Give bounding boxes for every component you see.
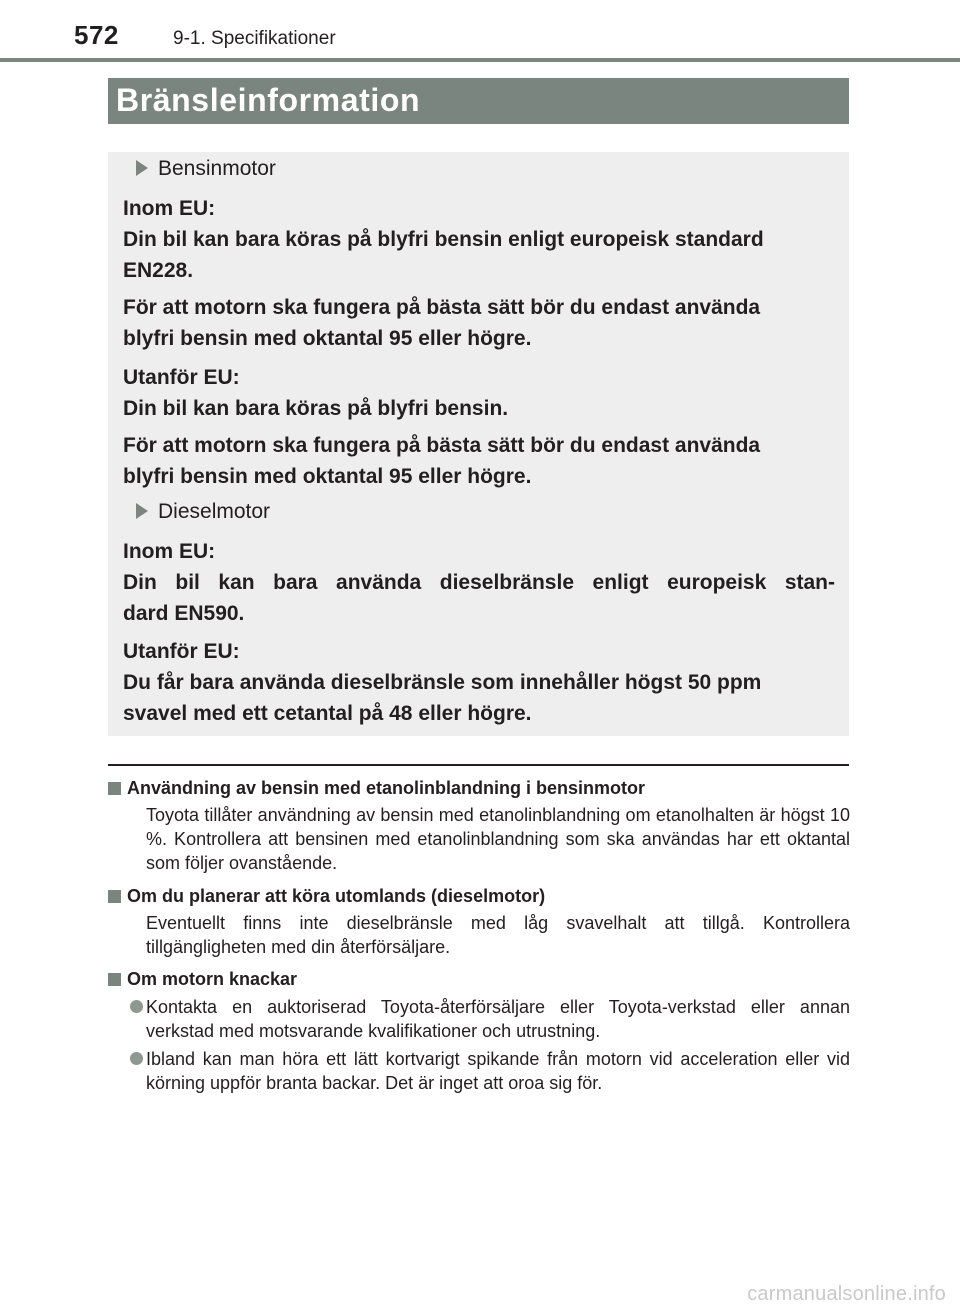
diesel-non-eu-text-line2: svavel med ett cetantal på 48 eller högre. <box>123 702 532 725</box>
note-heading <box>108 884 853 908</box>
petrol-eu-text-line1: Din bil kan bara köras på blyfri bensin enligt europeisk standard <box>123 228 764 251</box>
page-title: Bränsleinformation <box>116 82 421 118</box>
petrol-non-eu-advice-line2: blyfri bensin med oktantal 95 eller högre. <box>123 465 532 488</box>
note-ethanol <box>108 776 853 875</box>
note-knocking <box>108 967 853 1095</box>
note-heading-text: Om motorn knackar <box>127 969 298 989</box>
fuel-info-box <box>108 152 849 736</box>
list-item <box>130 995 850 1043</box>
circle-bullet-icon <box>130 1000 143 1013</box>
section-label: 9-1. Specifikationer <box>173 28 336 49</box>
petrol-eu-advice-line2: blyfri bensin med oktantal 95 eller högre. <box>123 327 532 350</box>
triangle-arrow-icon <box>136 503 148 519</box>
note-heading <box>108 967 853 991</box>
square-bullet-icon <box>108 973 121 986</box>
circle-bullet-icon <box>130 1052 143 1065</box>
petrol-heading-label: Bensinmotor <box>158 157 276 180</box>
triangle-arrow-icon <box>136 160 148 176</box>
note-heading-text: Användning av bensin med etanolinblandning i bensinmotor <box>127 778 646 798</box>
petrol-eu-text-line2: EN228. <box>123 259 194 282</box>
note-heading-text: Om du planerar att köra utomlands (dieselmotor) <box>127 886 546 906</box>
petrol-eu-advice-line1: För att motorn ska fungera på bästa sätt bör du endast använda <box>123 296 761 319</box>
list-item-text: Kontakta en auktoriserad Toyota-återförsäljare eller Toyota-verkstad eller annan verkstad med motsvarande kvalifikationer och utrustning. <box>146 997 850 1041</box>
page-number: 572 <box>74 20 119 50</box>
diesel-heading-label: Dieselmotor <box>158 500 271 523</box>
note-heading <box>108 776 853 800</box>
diesel-eu-text-line1: Din bil kan bara använda dieselbränsle enligt europeisk stan- <box>123 571 835 594</box>
note-abroad <box>108 884 853 959</box>
diesel-eu-text-line2: dard EN590. <box>123 602 245 625</box>
watermark: carmanualsonline.info <box>747 1283 946 1305</box>
petrol-eu-label: Inom EU: <box>123 197 216 220</box>
diesel-eu-label: Inom EU: <box>123 540 216 563</box>
diesel-heading <box>136 500 270 524</box>
square-bullet-icon <box>108 890 121 903</box>
note-body: Toyota tillåter användning av bensin med etanolinblandning om etanolhalten är högst 10 %. Kontrollera att bensinen med etanolinblandning som ska användas har ett oktantal som följer ovanstående. <box>146 805 850 873</box>
title-bar <box>108 78 849 124</box>
header-rule <box>0 58 960 62</box>
note-body: Eventuellt finns inte dieselbränsle med låg svavelhalt att tillgå. Kontrollera tillgängligheten med din återförsäljare. <box>146 913 850 957</box>
section-divider <box>108 764 849 766</box>
petrol-heading <box>136 157 276 181</box>
square-bullet-icon <box>108 782 121 795</box>
petrol-non-eu-label: Utanför EU: <box>123 366 240 389</box>
diesel-non-eu-label: Utanför EU: <box>123 640 240 663</box>
petrol-non-eu-advice-line1: För att motorn ska fungera på bästa sätt bör du endast använda <box>123 434 761 457</box>
page-header <box>0 0 960 64</box>
list-item <box>130 1047 850 1095</box>
petrol-non-eu-text: Din bil kan bara köras på blyfri bensin. <box>123 397 509 420</box>
diesel-non-eu-text-line1: Du får bara använda dieselbränsle som innehåller högst 50 ppm <box>123 671 762 694</box>
list-item-text: Ibland kan man höra ett lätt kortvarigt spikande från motorn vid acceleration eller vid körning uppför branta backar. Det är inget att oroa sig för. <box>146 1049 850 1093</box>
